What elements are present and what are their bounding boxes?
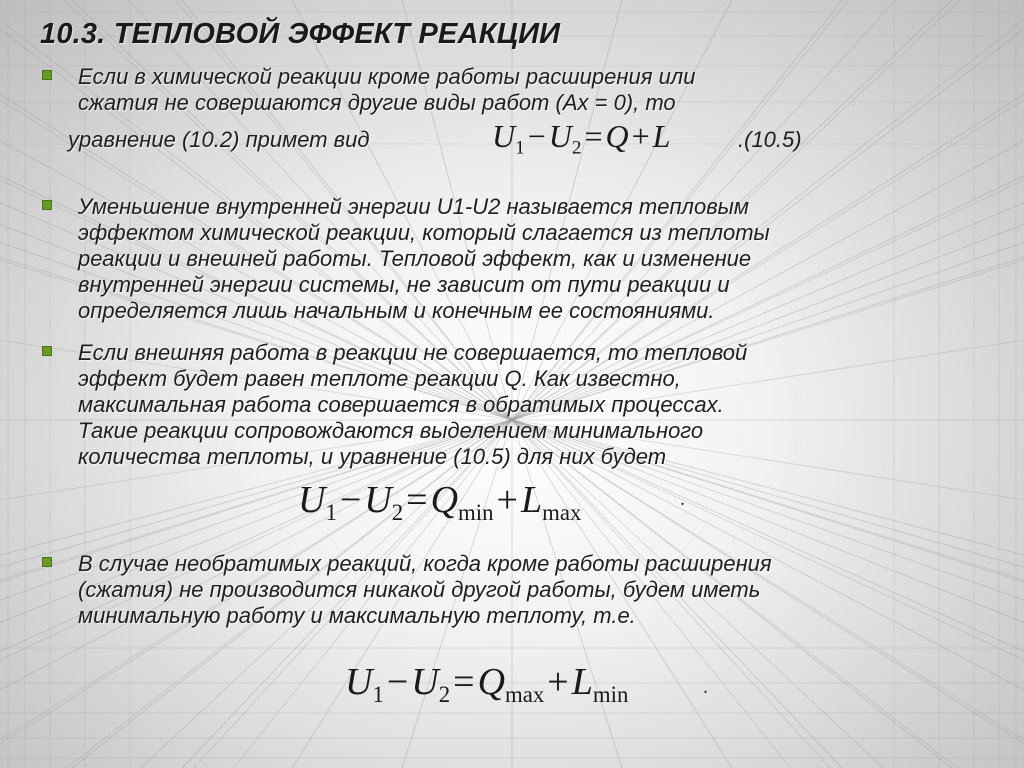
bullet-3-line-1: Если внешняя работа в реакции не совершается, то тепловой (78, 340, 748, 365)
equation-number: .(10.5) (738, 127, 802, 152)
formula-1-u2-sub: 2 (571, 137, 582, 159)
formula-1-u1-sub: 1 (515, 137, 525, 159)
formula-2-q: Q (430, 479, 459, 521)
bullet-2-line-5: определяется лишь начальным и конечным ее состояниями. (78, 298, 715, 323)
formula-1-plus: + (631, 118, 650, 154)
bullet-text-3 (78, 340, 978, 470)
slide-title: 10.3. ТЕПЛОВОЙ ЭФФЕКТ РЕАКЦИИ (40, 18, 561, 50)
formula-3-u1: U (345, 661, 373, 703)
formula-3-u1-sub: 1 (372, 681, 384, 707)
bullet-3-line-4: Такие реакции сопровождаются выделением минимального (78, 418, 704, 443)
bullet-4-line-1: В случае необратимых реакций, когда кроме работы расширения (78, 551, 772, 576)
bullet-3-line-2: эффект будет равен теплоте реакции Q. Как известно, (78, 366, 681, 391)
formula-3-l: L (571, 661, 593, 703)
bullet-marker-1 (42, 70, 52, 80)
formula-1-u1: U (492, 118, 516, 154)
formula-2-u1: U (298, 479, 326, 521)
bullet-marker-3 (42, 346, 52, 356)
bullet-4-line-2: (сжатия) не производится никакой другой работы, будем иметь (78, 577, 761, 602)
formula-3-l-sub: min (592, 681, 629, 707)
bullet-text-2 (78, 194, 978, 324)
bullet-2-line-1: Уменьшение внутренней энергии U1-U2 называется тепловым (78, 194, 749, 219)
bullet-3-line-5: количества теплоты, и уравнение (10.5) для них будет (78, 444, 667, 469)
formula-1-l: L (652, 118, 671, 154)
formula-2-u2: U (364, 479, 392, 521)
formula-3-u2: U (411, 661, 439, 703)
bullet-2-line-4: внутренней энергии системы, не зависит от пути реакции и (78, 272, 730, 297)
formula-3-minus: − (386, 661, 409, 703)
bullet-4-line-3: минимальную работу и максимальную теплоту, т.е. (78, 603, 636, 628)
bullet-1-line-1: Если в химической реакции кроме работы расширения или (78, 64, 696, 89)
formula-2-minus: − (339, 479, 362, 521)
bullet-marker-2 (42, 200, 52, 210)
bullet-3-line-3: максимальная работа совершается в обратимых процессах. (78, 392, 724, 417)
formula-3-period: . (703, 676, 708, 698)
formula-3-q: Q (477, 661, 506, 703)
formula-1-u2: U (548, 118, 572, 154)
formula-reversible (298, 478, 582, 525)
formula-2-u1-sub: 1 (325, 499, 337, 525)
bullet-text-1 (78, 64, 978, 116)
formula-3-q-sub: max (505, 681, 545, 707)
formula-3-plus: + (547, 661, 569, 703)
formula-2-u2-sub: 2 (391, 499, 404, 525)
bullet-marker-4 (42, 557, 52, 567)
formula-2-equals: = (406, 479, 428, 521)
bullet-1-line-2: сжатия не совершаются другие виды работ (Ах = 0), то (78, 90, 676, 115)
bullet-text-4 (78, 551, 978, 629)
formula-2-period: . (680, 488, 685, 510)
equation-intro: уравнение (10.2) примет вид (68, 127, 370, 152)
bullet-2-line-2: эффектом химической реакции, который слагается из теплоты (78, 220, 770, 245)
formula-2-l: L (520, 479, 543, 521)
formula-1-q: Q (605, 118, 629, 154)
formula-3-u2-sub: 2 (438, 681, 451, 707)
formula-2-q-sub: min (458, 499, 494, 525)
bullet-2-line-3: реакции и внешней работы. Тепловой эффект, как и изменение (78, 246, 752, 271)
formula-1-equals: = (584, 118, 603, 154)
formula-3-equals: = (453, 661, 475, 703)
formula-irreversible (345, 660, 629, 707)
formula-2-l-sub: max (542, 499, 582, 525)
formula-1-minus: − (527, 118, 546, 154)
formula-2-plus: + (496, 479, 518, 521)
formula-10-5 (492, 118, 671, 159)
